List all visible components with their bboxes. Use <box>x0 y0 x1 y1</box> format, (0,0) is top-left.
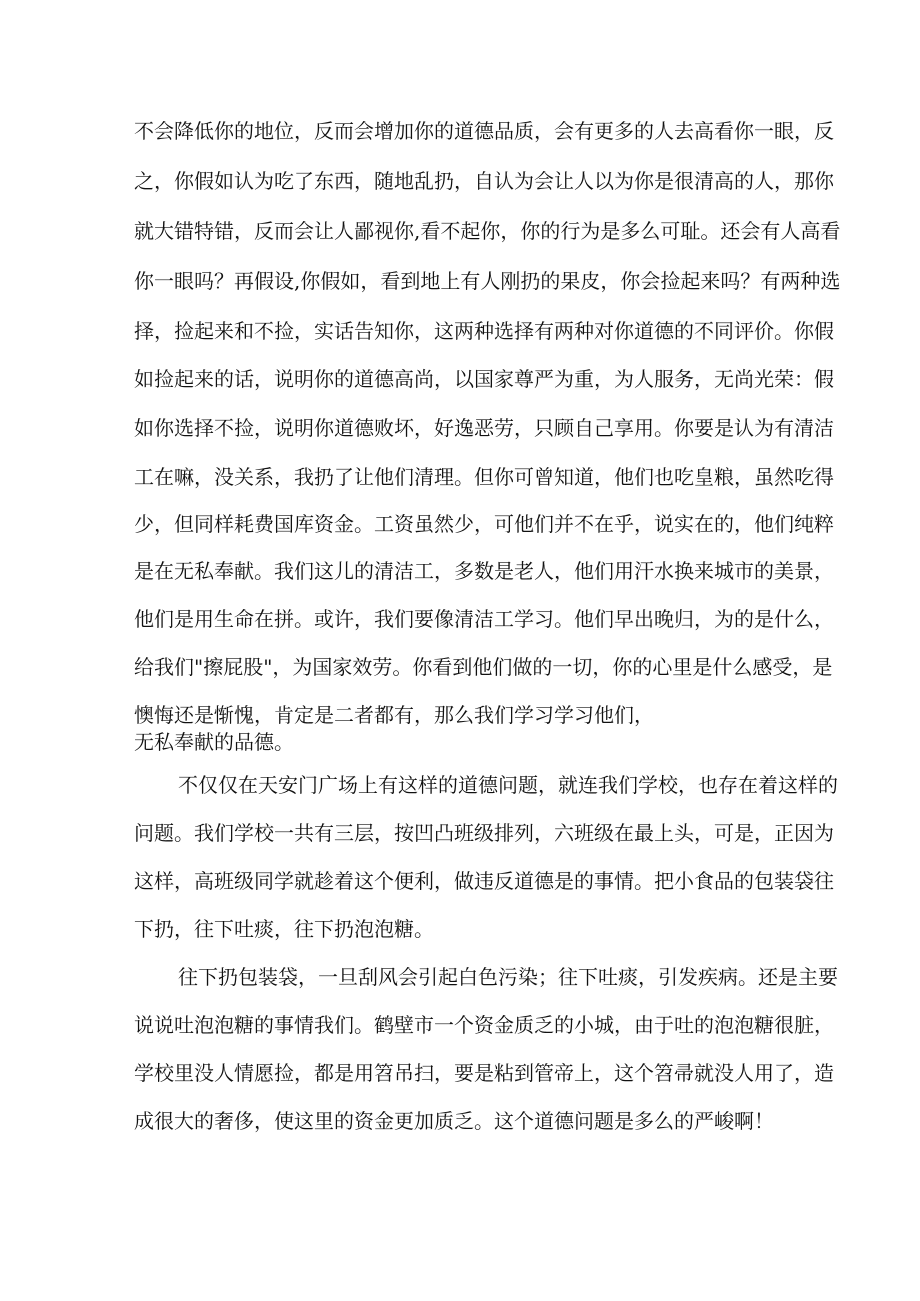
text-line: 问题。我们学校一共有三层，按凹凸班级排列，六班级在最上头，可是，正因为 <box>134 821 834 845</box>
text-line: 你一眼吗？再假设,你假如，看到地上有人刚扔的果皮，你会捡起来吗？有两种选 <box>134 269 841 293</box>
text-line: 给我们"擦屁股"，为国家效劳。你看到他们做的一切，你的心里是什么感受，是 <box>134 655 833 679</box>
text-line: 如捡起来的话，说明你的道德高尚，以国家尊严为重，为人服务，无尚光荣：假 <box>134 367 834 391</box>
text-line: 说说吐泡泡糖的事情我们。鹤壁市一个资金质乏的小城，由于吐的泡泡糖很脏， <box>134 1013 834 1037</box>
text-line: 不会降低你的地位，反而会增加你的道德品质，会有更多的人去高看你一眼，反 <box>134 119 834 143</box>
text-line: 他们是用生命在拼。或许，我们要像清洁工学习。他们早出晚归，为的是什么， <box>134 607 834 631</box>
text-line: 下扔，往下吐痰，往下扔泡泡糖。 <box>134 917 434 941</box>
text-line: 往下扔包装袋，一旦刮风会引起白色污染；往下吐痰，引发疾病。还是主要 <box>178 965 838 989</box>
text-line: 无私奉献的品德。 <box>134 730 294 754</box>
text-line: 之，你假如认为吃了东西，随地乱扔，自认为会让人以为你是很清高的人，那你 <box>134 169 834 193</box>
text-line: 择，捡起来和不捡，实话告知你，这两种选择有两种对你道德的不同评价。你假 <box>134 319 834 343</box>
text-line: 懊悔还是惭愧，肯定是二者都有，那么我们学习学习他们， <box>134 703 654 727</box>
text-line: 就大错特错，反而会让人鄙视你,看不起你，你的行为是多么可耻。还会有人高看 <box>134 219 841 243</box>
text-line: 学校里没人情愿捡，都是用笤吊扫，要是粘到管帝上，这个笤帚就没人用了，造 <box>134 1061 834 1085</box>
text-line: 成很大的奢侈，使这里的资金更加质乏。这个道德问题是多么的严峻啊！ <box>134 1109 774 1133</box>
text-line: 工在嘛，没关系，我扔了让他们清理。但你可曾知道，他们也吃皇粮，虽然吃得 <box>134 465 834 489</box>
text-line: 是在无私奉献。我们这儿的清洁工，多数是老人，他们用汗水换来城市的美景， <box>134 559 834 583</box>
text-line: 这样，高班级同学就趁着这个便利，做违反道德是的事情。把小食品的包装袋往 <box>134 869 834 893</box>
text-line: 不仅仅在天安门广场上有这样的道德问题，就连我们学校，也存在着这样的 <box>178 773 838 797</box>
text-line: 如你选择不捡，说明你道德败坏，好逸恶劳，只顾自己享用。你要是认为有清洁 <box>134 416 834 440</box>
text-line: 少，但同样耗费国库资金。工资虽然少，可他们并不在乎，说实在的，他们纯粹 <box>134 512 834 536</box>
